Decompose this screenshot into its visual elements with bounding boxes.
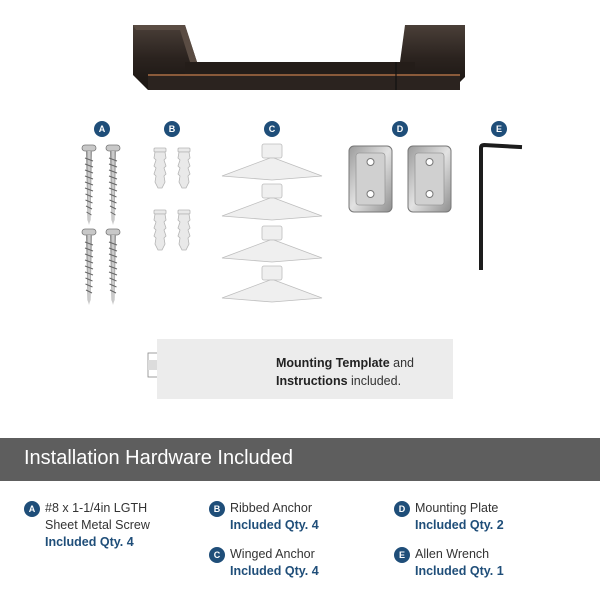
template-note-bold1: Mounting Template (276, 356, 390, 370)
legend-a-name-line2: Sheet Metal Screw (45, 518, 150, 532)
legend-d-qty: Included Qty. 2 (415, 518, 504, 532)
banner-title: Installation Hardware Included (24, 447, 294, 469)
mounting-plates (349, 146, 451, 212)
ribbed-anchors (154, 148, 190, 250)
legend-e-qty: Included Qty. 1 (415, 564, 504, 578)
legend-b-name: Ribbed Anchor (230, 501, 313, 515)
legend-d-name: Mounting Plate (415, 501, 499, 515)
legend-badge-c: C (209, 547, 225, 563)
badge-b: B (164, 121, 180, 137)
legend-badge-b: B (209, 501, 225, 517)
legend-b-qty: Included Qty. 4 (230, 518, 319, 532)
legend-c-qty: Included Qty. 4 (230, 564, 319, 578)
template-note (276, 354, 451, 390)
cabinet-pull-handle (133, 25, 465, 90)
template-note-text2: included. (347, 374, 402, 388)
badge-e: E (491, 121, 507, 137)
badge-d: D (392, 121, 408, 137)
legend-badge-e: E (394, 547, 410, 563)
allen-wrench (481, 145, 520, 268)
legend-a-qty: Included Qty. 4 (45, 535, 134, 549)
template-note-bold2: Instructions (276, 374, 348, 388)
template-note-text1: and (389, 356, 414, 370)
winged-anchors (222, 144, 322, 302)
legend-badge-a: A (24, 501, 40, 517)
sheet-metal-screws (82, 145, 120, 305)
badge-a: A (94, 121, 110, 137)
legend-e-name: Allen Wrench (415, 547, 490, 561)
legend-c-name: Winged Anchor (230, 547, 315, 561)
legend-badge-d: D (394, 501, 410, 517)
legend-a-name-line1: #8 x 1-1/4in LGTH (45, 501, 148, 515)
badge-c: C (264, 121, 280, 137)
